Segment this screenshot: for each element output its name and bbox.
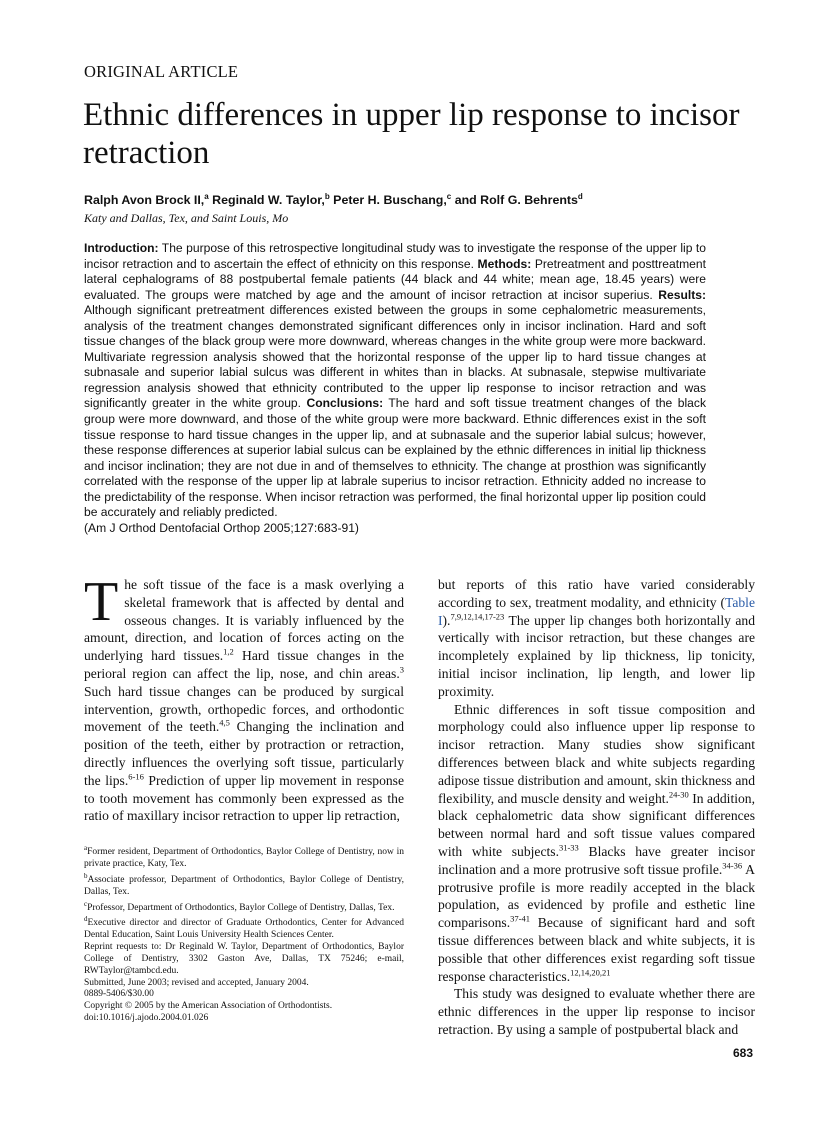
abstract-citation: (Am J Orthod Dentofacial Orthop 2005;127:683-91)	[84, 520, 359, 535]
body-text: Changing the inclination and position of the teeth, either by protraction or retraction, directly influences the overlying soft tissue, particularly the lips.	[84, 719, 404, 788]
body-column-right	[438, 576, 755, 1039]
body-text: Such hard tissue changes can be produced by surgical intervention, growth, orthopedic forces, and orthodontic movement of the teeth.	[84, 683, 404, 735]
footnote-doi[interactable]: doi:10.1016/j.ajodo.2004.01.026	[84, 1012, 209, 1023]
article-title: Ethnic differences in upper lip response to incisor retraction	[83, 97, 740, 171]
footnote-submitted: Submitted, June 2003; revised and accepted, January 2004.	[84, 977, 309, 988]
drop-cap: T	[84, 571, 119, 633]
reference-citation[interactable]: 31-33	[558, 842, 579, 853]
reference-citation[interactable]: 37-41	[510, 913, 530, 924]
author-name: Ralph Avon Brock II,	[84, 193, 205, 208]
abstract-introduction-label: Introduction:	[84, 241, 159, 255]
footnote-mark: d	[84, 915, 88, 924]
reference-citation[interactable]: 4,5	[219, 717, 230, 728]
author-list	[84, 192, 583, 207]
body-text: he soft tissue of the face is a mask overlying a skeletal framework that is affected by dental and osseous changes. It is variably influenced by the amount, direction, and location of forces acting on the underlying hard tissues.	[84, 577, 404, 664]
body-text: Hard tissue changes in the perioral region can affect the lip, nose, and chin areas.	[84, 648, 405, 681]
abstract-methods-text: Pretreatment and posttreatment lateral cephalograms of 88 postpubertal female patients (44 black and 44 white; mean age, 18.45 years) were evaluated. The groups were matched by age and the amount of incisor retraction at incisor superius.	[84, 256, 706, 302]
body-text: but reports of this ratio have varied considerably according to sex, treatment modality, and ethnicity (	[438, 577, 755, 610]
body-text: Blacks have greater incisor inclination and a more protrusive soft tissue profile.	[438, 843, 755, 877]
author-name: Peter H. Buschang,	[329, 193, 447, 208]
body-paragraph	[84, 571, 405, 825]
reference-citation[interactable]: 7,9,12,14,17-23	[450, 611, 505, 622]
section-label: ORIGINAL ARTICLE	[84, 62, 239, 81]
body-column-left	[84, 571, 405, 825]
footnote-affiliation-b	[84, 871, 404, 899]
author-name: Reginald W. Taylor,	[208, 193, 325, 208]
table-reference-link[interactable]: Table I	[438, 594, 755, 628]
reference-citation[interactable]: 1,2	[223, 646, 234, 657]
abstract	[84, 241, 706, 536]
author-affiliation-mark: d	[577, 192, 583, 201]
footnote-affiliation-c	[84, 899, 404, 915]
body-text: Because of significant hard and soft tissue differences between black and white subjects, it is possible that other differences exist regarding soft tissue response characteristics.	[438, 915, 755, 984]
footnote-mark: b	[84, 871, 88, 880]
abstract-results-text: Although significant pretreatment differences existed between the groups in some cephalometric measurements, analysis of the treatment changes demonstrated significant differences only in incisor inclination. Hard and soft tissue changes of the black group were more downward, whereas changes in the white group were more backward. Multivariate regression analysis showed that the horizontal response of the upper lip to hard tissue changes at subnasale and superior labial sulcus was different in whites than in blacks. At subnasale, stepwise multivariate regression analysis showed that ethnicity contributed to the upper lip response to incisor retraction and was significantly greater in the white group.	[84, 303, 706, 411]
footnote-affiliation-d	[84, 914, 404, 942]
footnote-text: Associate professor, Department of Orthodontics, Baylor College of Dentistry, Dallas, Tex.	[84, 874, 404, 897]
body-text: Prediction of upper lip movement in response to tooth movement has commonly been expressed as the ratio of maxillary incisor retraction to upper lip retraction,	[84, 772, 405, 824]
abstract-results-label: Results:	[658, 287, 706, 302]
body-text: Ethnic differences in soft tissue composition and morphology could also influence upper lip response to incisor retraction. Many studies show significant differences between black and white subjects regarding adipose tissue distribution and amount, skin thickness and flexibility, and muscle density and weight.	[438, 701, 755, 806]
reference-citation[interactable]: 3	[399, 664, 404, 675]
body-text: A protrusive profile is more readily accepted in the black population, as evidenced by profile and esthetic line comparisons.	[438, 861, 755, 931]
footnote-text: Professor, Department of Orthodontics, Baylor College of Dentistry, Dallas, Tex.	[87, 902, 395, 913]
reference-citation[interactable]: 24-30	[668, 789, 689, 800]
footnote-affiliation-a	[84, 843, 404, 871]
footnotes	[84, 843, 404, 1025]
reference-citation[interactable]: 12,14,20,21	[570, 967, 611, 977]
author-affiliation-mark: c	[446, 192, 452, 201]
author-affiliation-mark: b	[324, 192, 330, 201]
abstract-conclusions-text: The hard and soft tissue treatment changes of the black group were more downward, and those of the white group were more backward. Ethnic differences exist in the soft tissue response to hard tissue changes in the upper lip, and at subnasale and the superior labial sulcus; however, these response differences at superior labial sulcus can be explained by the ethnic differences in initial lip thickness and incisor inclination; they are not due in and of themselves to ethnicity. The change at prosthion was significantly correlated with the response of the upper lip at labrale superius to incisor retraction. Ethnicity added no increase to the predictability of the response. When incisor retraction was performed, the final horizontal upper lip position could be accurately and reliably predicted.	[84, 396, 706, 520]
body-text: The upper lip changes both horizontally and vertically with incisor retraction, but these changes are incompletely explained by lip thickness, lip tonicity, initial incisor inclination, lip length, and lower lip proximity.	[438, 612, 755, 699]
footnote-copyright: Copyright © 2005 by the American Association of Orthodontists.	[84, 1001, 333, 1012]
body-paragraph	[438, 701, 755, 986]
body-paragraph	[438, 576, 755, 701]
footnote-text: Executive director and director of Graduate Orthodontics, Center for Advanced Dental Education, Saint Louis University Health Sciences Center.	[84, 918, 404, 941]
footnote-mark: a	[84, 844, 88, 852]
footnote-text: Former resident, Department of Orthodontics, Baylor College of Dentistry, now in private practice, Katy, Tex.	[84, 847, 404, 869]
body-text: ).	[442, 612, 451, 628]
body-text: In addition, black cephalometric data show significant differences between normal hard and soft tissue values compared with white subjects.	[438, 790, 755, 859]
body-paragraph: This study was designed to evaluate whether there are ethnic differences in the upper lip response to incisor retraction. By using a sample of postpubertal black and	[438, 986, 755, 1037]
footnote-issn: 0889-5406/$30.00	[84, 989, 154, 1000]
footnote-mark: c	[84, 899, 88, 908]
author-locations: Katy and Dallas, Tex, and Saint Louis, Mo	[84, 211, 289, 225]
page-number: 683	[733, 1046, 754, 1060]
author-name: and Rolf G. Behrents	[451, 193, 578, 208]
abstract-methods-label: Methods:	[477, 256, 532, 271]
abstract-conclusions-label: Conclusions:	[306, 396, 384, 411]
abstract-introduction-text: The purpose of this retrospective longitudinal study was to investigate the response of the upper lip to incisor retraction and to ascertain the effect of ethnicity on this response.	[84, 241, 706, 271]
author-affiliation-mark: a	[204, 192, 209, 201]
footnote-reprint-requests: Reprint requests to: Dr Reginald W. Taylor, Department of Orthodontics, Baylor College of Dentistry, 3302 Gaston Ave, Dallas, TX 75246; e-mail, RWTaylor@tambcd.edu.	[84, 942, 404, 976]
reference-citation[interactable]: 6-16	[128, 771, 144, 782]
reference-citation[interactable]: 34-36	[722, 860, 743, 871]
